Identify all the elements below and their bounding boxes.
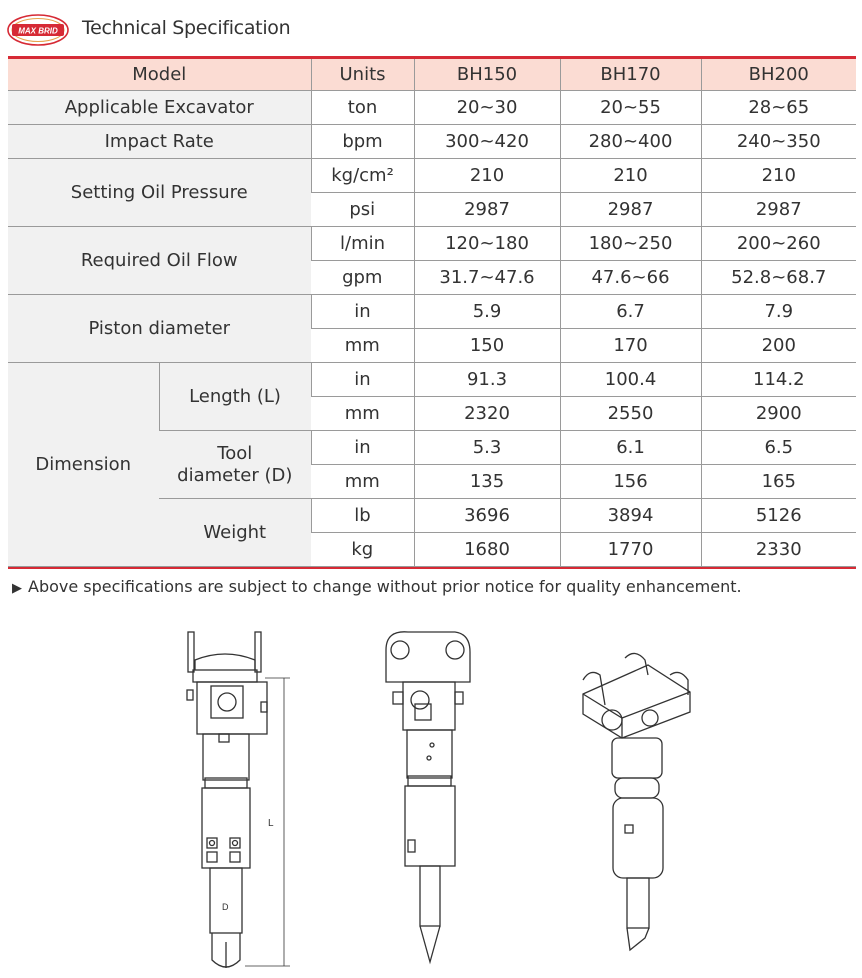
unit-cell: bpm: [311, 125, 414, 159]
value-cell: 1680: [414, 533, 560, 567]
value-cell: 300~420: [414, 125, 560, 159]
value-cell: 7.9: [701, 295, 856, 329]
value-cell: 6.1: [560, 431, 701, 465]
value-cell: 20~30: [414, 91, 560, 125]
value-cell: 2900: [701, 397, 856, 431]
unit-cell: in: [311, 431, 414, 465]
label-piston-diameter: Piston diameter: [8, 295, 311, 363]
value-cell: 100.4: [560, 363, 701, 397]
value-cell: 31.7~47.6: [414, 261, 560, 295]
header-bh170: BH170: [560, 59, 701, 91]
unit-cell: gpm: [311, 261, 414, 295]
breaker-front-view: [386, 632, 470, 962]
unit-cell: mm: [311, 465, 414, 499]
label-dimension: Dimension: [8, 363, 159, 567]
value-cell: 200~260: [701, 227, 856, 261]
logo-text: MAX BRID: [18, 26, 58, 36]
spec-table: [8, 59, 856, 567]
unit-cell: l/min: [311, 227, 414, 261]
page-title: Technical Specification: [82, 17, 291, 39]
unit-cell: mm: [311, 329, 414, 363]
value-cell: 114.2: [701, 363, 856, 397]
unit-cell: in: [311, 363, 414, 397]
value-cell: 2320: [414, 397, 560, 431]
value-cell: 2987: [560, 193, 701, 227]
value-cell: 2987: [701, 193, 856, 227]
unit-cell: in: [311, 295, 414, 329]
diameter-label: D: [222, 902, 229, 912]
unit-cell: kg: [311, 533, 414, 567]
value-cell: 5.3: [414, 431, 560, 465]
page-header: [6, 8, 856, 48]
value-cell: 20~55: [560, 91, 701, 125]
value-cell: 52.8~68.7: [701, 261, 856, 295]
unit-cell: ton: [311, 91, 414, 125]
value-cell: 6.7: [560, 295, 701, 329]
brand-logo: [6, 12, 70, 48]
value-cell: 2330: [701, 533, 856, 567]
label-length: Length (L): [159, 363, 311, 431]
value-cell: 165: [701, 465, 856, 499]
label-tool-diameter: [159, 431, 311, 499]
length-label: L: [268, 818, 274, 829]
header-bh200: BH200: [701, 59, 856, 91]
breaker-side-view: [187, 632, 267, 968]
header-units: Units: [311, 59, 414, 91]
row-length-in: [8, 363, 856, 397]
label-tool-diameter-line2: diameter (D): [177, 464, 293, 486]
label-weight: Weight: [159, 499, 311, 567]
value-cell: 3696: [414, 499, 560, 533]
row-impact-rate: [8, 125, 856, 159]
value-cell: 6.5: [701, 431, 856, 465]
value-cell: 170: [560, 329, 701, 363]
label-required-oil-flow: Required Oil Flow: [8, 227, 311, 295]
value-cell: 180~250: [560, 227, 701, 261]
label-applicable-excavator: Applicable Excavator: [8, 91, 311, 125]
value-cell: 156: [560, 465, 701, 499]
value-cell: 1770: [560, 533, 701, 567]
value-cell: 5.9: [414, 295, 560, 329]
row-setting-oil-pressure: [8, 159, 856, 193]
value-cell: 210: [701, 159, 856, 193]
row-required-oil-flow: [8, 227, 856, 261]
label-setting-oil-pressure: Setting Oil Pressure: [8, 159, 311, 227]
label-tool-diameter-line1: Tool: [217, 442, 253, 464]
breaker-drawings: [0, 620, 862, 978]
value-cell: 150: [414, 329, 560, 363]
header-bh150: BH150: [414, 59, 560, 91]
value-cell: 210: [414, 159, 560, 193]
value-cell: 240~350: [701, 125, 856, 159]
footnote-text: Above specifications are subject to change without prior notice for quality enhancement.: [28, 577, 742, 596]
footnote: [12, 577, 742, 596]
value-cell: 120~180: [414, 227, 560, 261]
unit-cell: kg/cm²: [311, 159, 414, 193]
value-cell: 135: [414, 465, 560, 499]
unit-cell: mm: [311, 397, 414, 431]
label-impact-rate: Impact Rate: [8, 125, 311, 159]
value-cell: 47.6~66: [560, 261, 701, 295]
header-model: Model: [8, 59, 311, 91]
row-piston-diameter: [8, 295, 856, 329]
value-cell: 28~65: [701, 91, 856, 125]
value-cell: 3894: [560, 499, 701, 533]
value-cell: 5126: [701, 499, 856, 533]
table-bottom-rule: [8, 567, 856, 569]
unit-cell: psi: [311, 193, 414, 227]
value-cell: 280~400: [560, 125, 701, 159]
row-applicable-excavator: [8, 91, 856, 125]
unit-cell: lb: [311, 499, 414, 533]
table-header-row: [8, 59, 856, 91]
value-cell: 200: [701, 329, 856, 363]
breaker-perspective-view: [583, 653, 690, 950]
value-cell: 2987: [414, 193, 560, 227]
value-cell: 2550: [560, 397, 701, 431]
value-cell: 91.3: [414, 363, 560, 397]
value-cell: 210: [560, 159, 701, 193]
triangle-bullet-icon: ▶: [12, 581, 22, 596]
